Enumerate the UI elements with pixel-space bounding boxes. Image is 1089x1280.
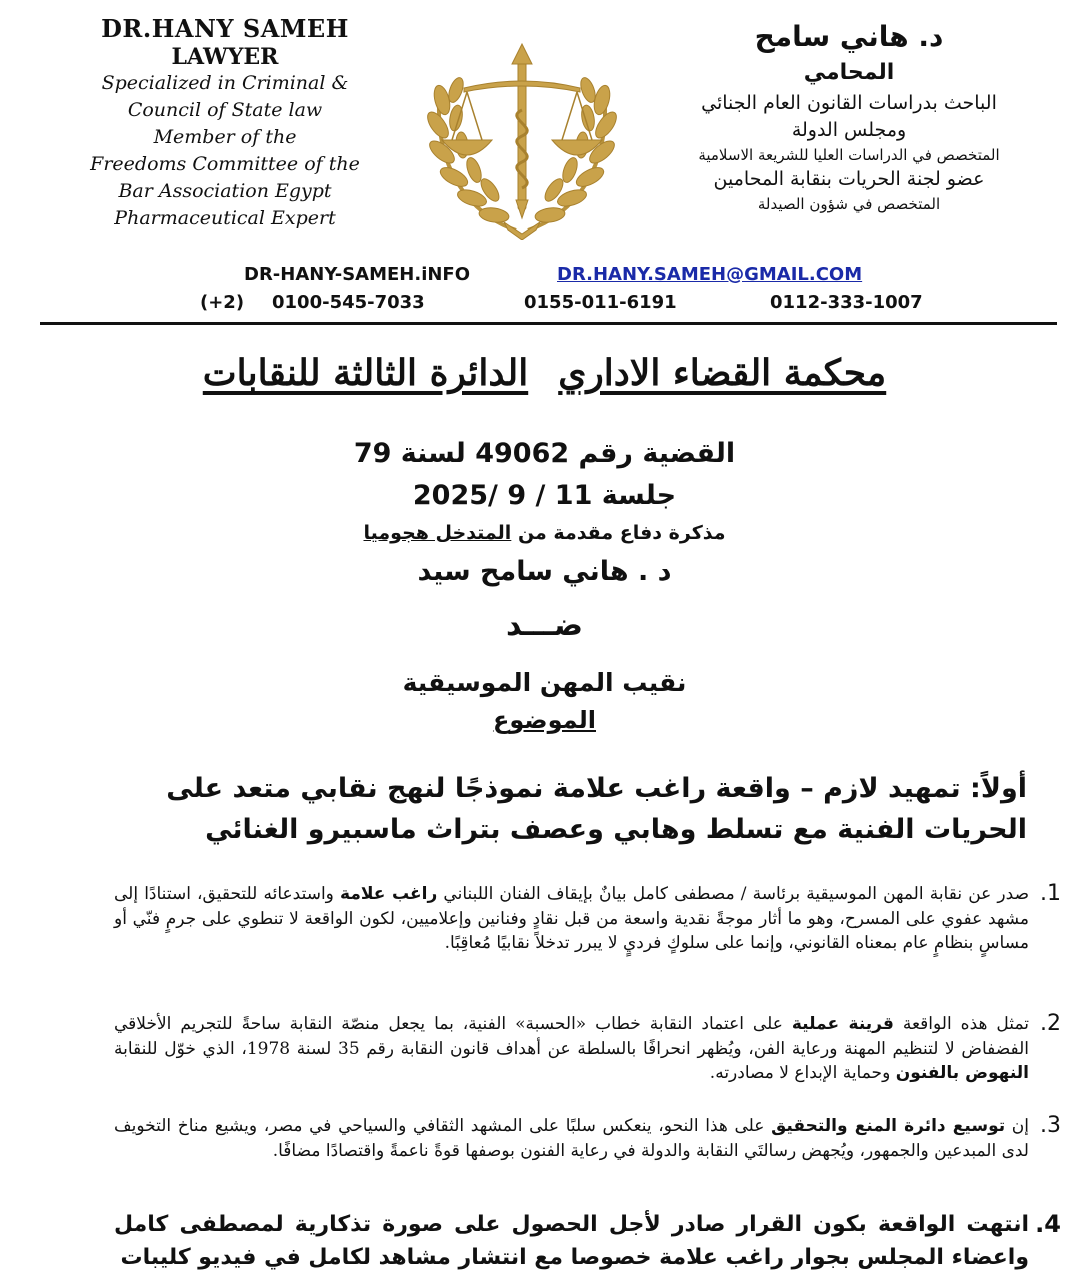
paragraph-emphasis: قرينة عملية	[791, 1014, 894, 1034]
english-credential-line: Bar Association Egypt	[118, 180, 332, 202]
numbered-paragraph	[114, 1113, 1061, 1163]
english-credential-line: Freedoms Committee of the	[90, 153, 360, 175]
english-credential-line: Specialized in Criminal &	[101, 72, 349, 94]
arabic-credential-line: المتخصص في شؤون الصيدلة	[757, 195, 941, 213]
numbered-paragraph	[114, 881, 1061, 956]
paragraph-text: على اعتماد النقابة خطاب «الحسبة» الفنية، بما يجعل منصّة النقابة ساحةً للتجريم الأخلاقي الفضفاض لا لتنظيم المهنة ورعاية الفن، ويُظهر انحرافًا بالسلطة عن أهداف قانون النقابة رقم 35 لسنة 1978، الذي خوّل للنقابة	[114, 1014, 1029, 1059]
paragraph-text: إن	[1005, 1116, 1029, 1136]
english-name: DR.HANY SAMEH	[101, 14, 349, 43]
memo-prefix: مذكرة دفاع مقدمة من	[511, 522, 726, 544]
paragraph-emphasis: النهوض بالفنون	[895, 1063, 1029, 1083]
paragraph-text: على هذا النحو، ينعكس سلبًا على المشهد الثقافي والسياحي في مصر، ويشيع مناخ التخويف لدى المبدعين والجمهور، ويُجهض رسالتَي النقابة والدولة في رعاية الفنون بوصفها قوةً ناعمةً واقتصادًا مضافًا.	[114, 1116, 1029, 1161]
english-credential-line: Council of State law	[127, 99, 323, 121]
header-divider	[40, 322, 1057, 325]
section-heading: أولاً: تمهيد لازم – واقعة راغب علامة نموذجًا لنهج نقابي متعد على الحريات الفنية مع تسلط وهابي وعصف بتراث ماسبيرو الغنائي	[166, 773, 1027, 845]
paragraph-text: تمثل هذه الواقعة	[893, 1014, 1029, 1034]
email-link[interactable]: DR.HANY.SAMEH@GMAIL.COM	[557, 264, 863, 285]
paragraph-emphasis: راغب علامة	[340, 884, 438, 904]
paragraph-text: وحماية الإبداع لا مصادرته.	[709, 1063, 896, 1083]
defendant-name: نقيب المهن الموسيقية	[402, 668, 687, 697]
case-number: القضية رقم 49062 لسنة 79	[353, 438, 736, 469]
court-name: محكمة القضاء الاداري	[558, 352, 887, 394]
country-code: (+2)	[200, 292, 245, 313]
phone-number: 0155-011-6191	[524, 292, 677, 313]
numbered-paragraph-bold	[114, 1208, 1061, 1274]
paragraph-number: 4.	[1035, 1210, 1061, 1238]
numbered-paragraph	[114, 1011, 1061, 1086]
arabic-credential-line: عضو لجنة الحريات بنقابة المحامين	[713, 168, 985, 190]
subject-label: الموضوع	[492, 706, 596, 734]
phone-number: 0100-545-7033	[272, 292, 425, 313]
english-letterhead	[60, 14, 390, 232]
court-circuit: الدائرة الثالثة للنقابات	[202, 352, 529, 394]
arabic-credential-line: ومجلس الدولة	[791, 119, 907, 141]
arabic-credential-line: الباحث بدراسات القانون العام الجنائي	[701, 92, 997, 114]
memo-party: المتدخل هجوميا	[363, 522, 512, 544]
phone-number: 0112-333-1007	[770, 292, 923, 313]
paragraph-number: 3.	[1040, 1113, 1061, 1138]
versus-label: ضـــد	[505, 608, 584, 643]
english-role: LAWYER	[171, 44, 279, 70]
website-link[interactable]: DR-HANY-SAMEH.iNFO	[244, 264, 471, 285]
paragraph-emphasis: توسيع دائرة المنع والتحقيق	[771, 1116, 1006, 1136]
memo-author: د . هاني سامح سيد	[417, 556, 672, 587]
english-credential-line: Member of the	[153, 126, 297, 148]
paragraph-number: 2.	[1040, 1011, 1061, 1036]
court-title	[0, 352, 1089, 394]
session-date: جلسة 11 / 9 /2025	[412, 480, 677, 511]
arabic-name: د. هاني سامح	[754, 20, 944, 53]
paragraph-text: انتهت الواقعة بكون القرار صادر لأجل الحصول على صورة تذكارية لمصطفى كامل واعضاء المجلس بجوار راغب علامة خصوصا مع انتشار مشاهد لكامل في فيديو كليبات	[114, 1212, 1029, 1270]
memo-title	[0, 522, 1089, 544]
arabic-credential-line: المتخصص في الدراسات العليا للشريعة الاسلامية	[698, 146, 1000, 164]
english-credential-line: Pharmaceutical Expert	[114, 207, 336, 229]
arabic-role: المحامي	[803, 60, 895, 85]
scales-of-justice-logo-icon	[412, 30, 632, 240]
paragraph-number: 1.	[1040, 881, 1061, 906]
paragraph-text: واستدعائه للتحقيق، استنادًا إلى مشهد عفوي على المسرح، وهو ما أثار موجةً نقدية واسعة من قبل نقادٍ وفنانين وإعلاميين، لكون الواقعة لا تنطوي على جرمٍ فنّي أو مساسٍ بنظامٍ عام بمعناه القانوني، وإنما على سلوكٍ فرديٍ لا يبرر تدخلاً نقابيًا مُعاقِبًا.	[114, 884, 1029, 953]
paragraph-text: صدر عن نقابة المهن الموسيقية برئاسة / مصطفى كامل بيانٌ بإيقاف الفنان اللبناني	[437, 884, 1029, 904]
arabic-letterhead	[669, 18, 1029, 215]
